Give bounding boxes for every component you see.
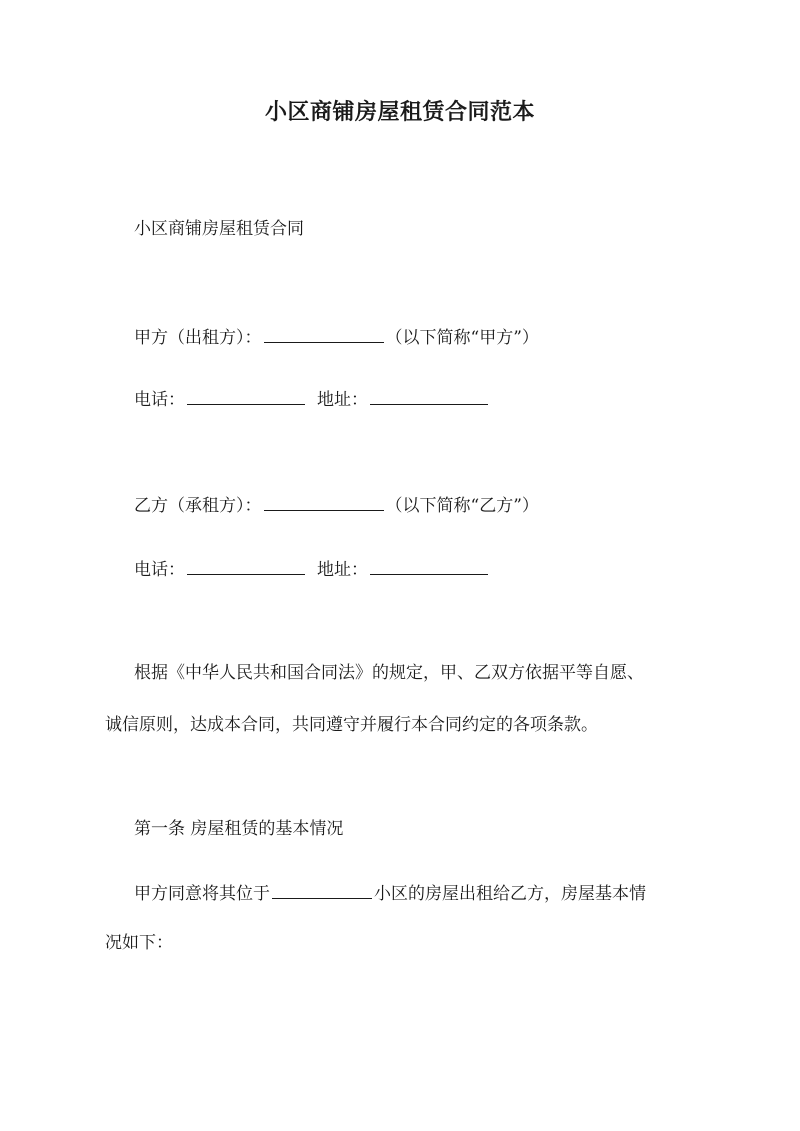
preamble-line-1: 根据《中华人民共和国合同法》的规定，甲、乙双方依据平等自愿、 xyxy=(134,663,644,683)
party-b-suffix: （以下简称“乙方”） xyxy=(385,496,539,516)
party-b-contact-line xyxy=(134,554,490,585)
article-1-text-after: 小区的房屋出租给乙方，房屋基本情 xyxy=(374,884,646,904)
party-a-address-label: 地址： xyxy=(317,390,368,410)
party-b-phone-blank[interactable] xyxy=(187,554,305,575)
party-a-name-blank[interactable] xyxy=(264,322,384,343)
community-name-blank[interactable] xyxy=(272,878,372,899)
party-a-address-blank[interactable] xyxy=(370,384,488,405)
party-a-contact-line xyxy=(134,384,490,415)
article-1-line-2: 况如下： xyxy=(105,933,173,953)
article-1-text-before: 甲方同意将其位于 xyxy=(134,884,270,904)
party-b-line xyxy=(134,490,539,521)
party-a-suffix: （以下简称“甲方”） xyxy=(385,328,539,348)
article-1-heading: 第一条 房屋租赁的基本情况 xyxy=(134,819,344,839)
party-b-label: 乙方（承租方）： xyxy=(134,496,262,516)
contract-subtitle: 小区商铺房屋租赁合同 xyxy=(134,219,304,239)
article-1-line-1 xyxy=(134,878,646,909)
party-a-phone-blank[interactable] xyxy=(187,384,305,405)
party-a-label: 甲方（出租方）： xyxy=(134,328,262,348)
preamble-line-2: 诚信原则，达成本合同，共同遵守并履行本合同约定的各项条款。 xyxy=(105,715,598,735)
party-b-address-label: 地址： xyxy=(317,560,368,580)
party-a-phone-label: 电话： xyxy=(134,390,185,410)
party-a-line xyxy=(134,322,539,353)
document-title: 小区商铺房屋租赁合同范本 xyxy=(264,99,535,125)
party-b-name-blank[interactable] xyxy=(264,490,384,511)
party-b-address-blank[interactable] xyxy=(370,554,488,575)
party-b-phone-label: 电话： xyxy=(134,560,185,580)
